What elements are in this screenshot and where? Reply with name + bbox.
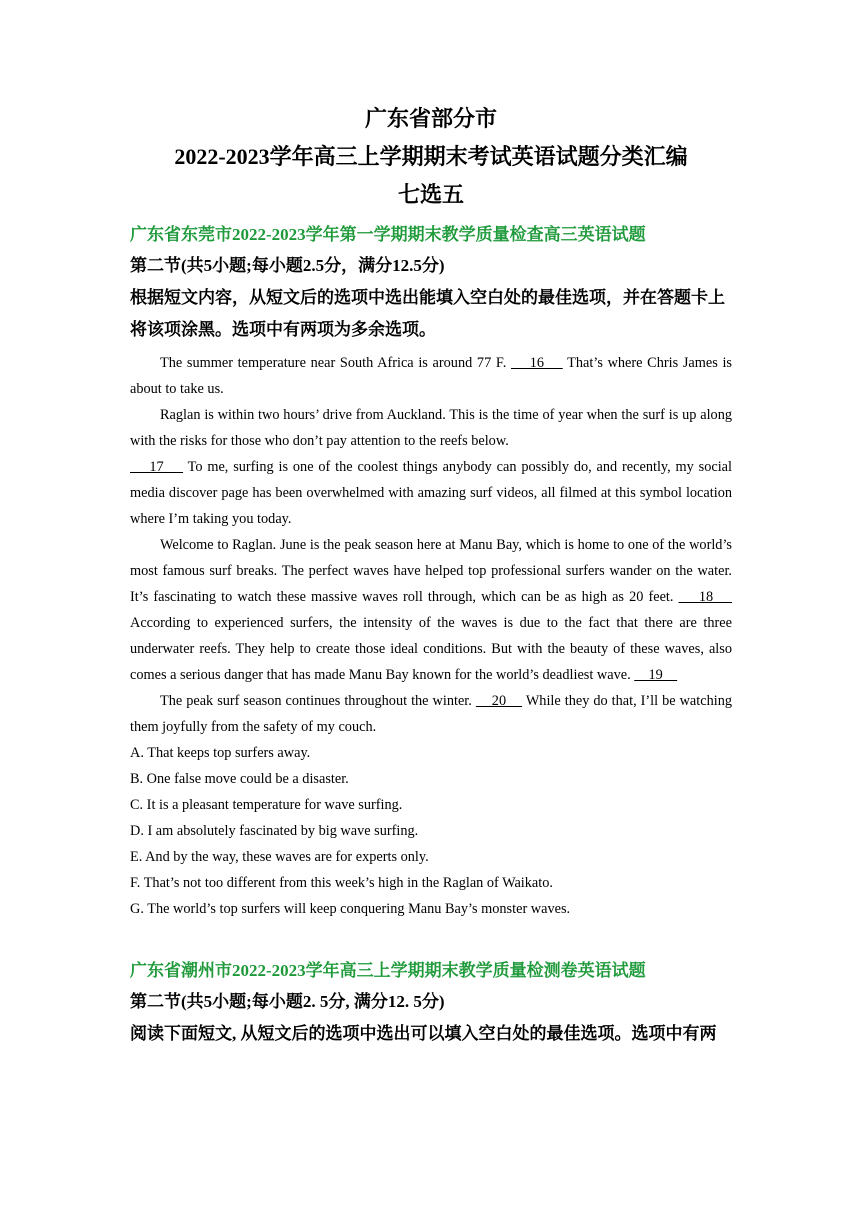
answer-option: C. It is a pleasant temperature for wave surfing. (130, 797, 403, 813)
document-title-region (130, 100, 732, 214)
document-page (130, 100, 732, 1054)
section-chaozhou (130, 956, 732, 1050)
answer-option: A. That keeps top surfers away. (130, 745, 311, 761)
paragraph-text: That’s where Chris James is about to take us. (130, 355, 733, 397)
section-heading: 广东省东莞市2022-2023学年第一学期期末教学质量检查高三英语试题 (130, 225, 646, 244)
passage-paragraph (130, 454, 732, 532)
paragraph-text: Welcome to Raglan. June is the peak season here at Manu Bay, which is home to one of the world’s most famous surf breaks. The perfect waves have helped top professional surfers wander on the water. It’s fascinating to watch these massive waves roll through, which can be as high as 20 feet. (130, 537, 732, 605)
section-heading: 广东省潮州市2022-2023学年高三上学期期末教学质量检测卷英语试题 (130, 961, 646, 980)
answer-blank-20: 20 (475, 693, 523, 709)
passage-paragraph (130, 402, 732, 454)
paragraph-text: According to experienced surfers, the intensity of the waves is due to the fact that there are three underwater reefs. They help to create those ideal conditions. But with the beauty of these waves, also comes a serious danger that has made Manu Bay known for the world’s deadliest wave. (130, 615, 732, 683)
title-line-topic: 七选五 (397, 182, 464, 207)
paragraph-text: Raglan is within two hours’ drive from Auckland. This is the time of year when the surf is up along with the risks for those who don’t pay attention to the reefs below. (130, 407, 732, 449)
passage-paragraph (130, 688, 732, 740)
answer-option: B. One false move could be a disaster. (130, 771, 349, 787)
answer-option: G. The world’s top surfers will keep conquering Manu Bay’s monster waves. (130, 901, 571, 917)
paragraph-text: While they do that, I’ll be watching them joyfully from the safety of my couch. (130, 693, 732, 735)
title-line-year: 2022-2023学年高三上学期期末考试英语试题分类汇编 (174, 144, 688, 169)
passage-paragraph (130, 532, 732, 688)
part-label: 第二节(共5小题;每小题2. 5分, 满分12. 5分) (130, 992, 445, 1011)
answer-blank-16: 16 (510, 355, 563, 371)
answer-blank-17: 17 (130, 459, 184, 475)
answer-option: F. That’s not too different from this week’s high in the Raglan of Waikato. (130, 875, 553, 891)
answer-option: E. And by the way, these waves are for experts only. (130, 849, 429, 865)
passage-paragraph (130, 350, 732, 402)
paragraph-text: To me, surfing is one of the coolest things anybody can possibly do, and recently, my social media discover page has been overwhelmed with amazing surf videos, all filmed at this symbol location where I’m taking you today. (130, 459, 733, 527)
answer-options-list (130, 740, 732, 922)
section-dongguan (130, 220, 732, 922)
instruction-text: 阅读下面短文, 从短文后的选项中选出可以填入空白处的最佳选项。选项中有两 (130, 1024, 717, 1043)
paragraph-text: The peak surf season continues throughout the winter. (160, 693, 476, 709)
title-line-region: 广东省部分市 (364, 106, 497, 131)
answer-option: D. I am absolutely fascinated by big wave surfing. (130, 823, 419, 839)
answer-blank-18: 18 (678, 589, 733, 605)
part-label: 第二节(共5小题;每小题2.5分，满分12.5分) (130, 256, 445, 275)
instruction-text: 根据短文内容，从短文后的选项中选出能填入空白处的最佳选项，并在答题卡上将该项涂黑。选项中有两项为多余选项。 (130, 288, 725, 339)
answer-blank-19: 19 (634, 667, 678, 683)
paragraph-text: The summer temperature near South Africa is around 77 F. (160, 355, 511, 371)
